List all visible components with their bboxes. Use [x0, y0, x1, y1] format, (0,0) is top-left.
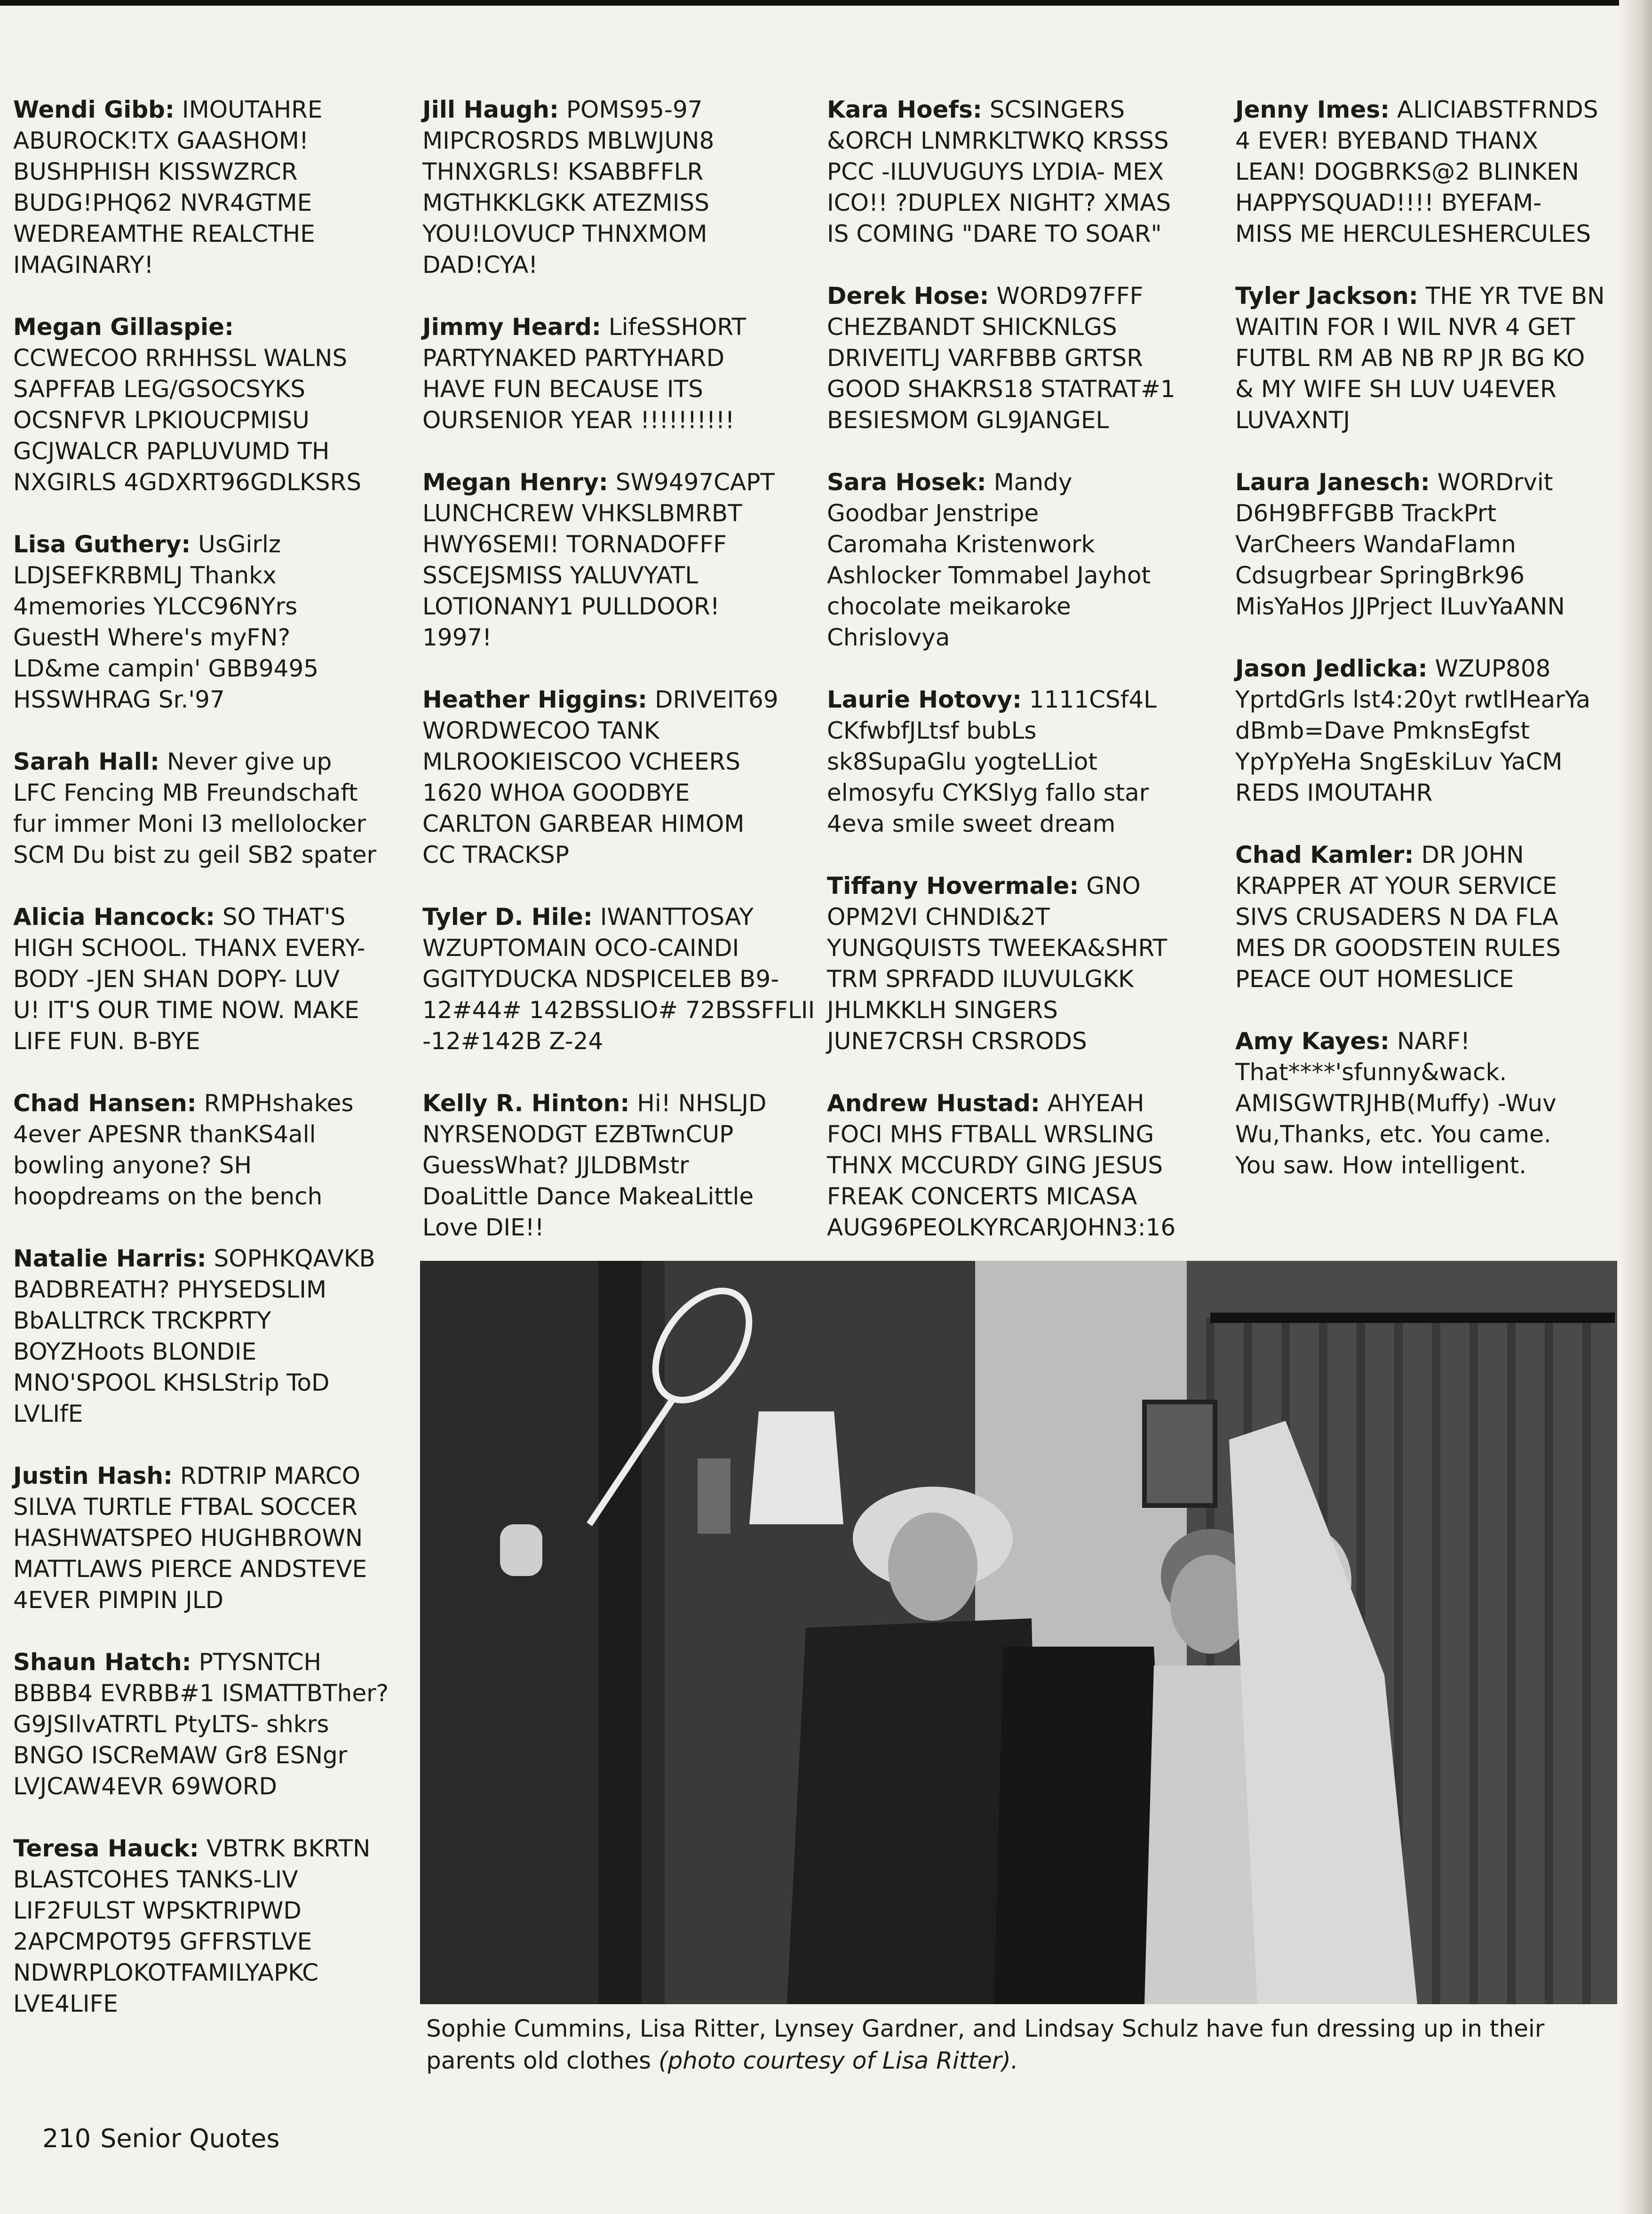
senior-quote-entry	[422, 311, 822, 436]
group-photo-illustration	[420, 1261, 1617, 2004]
senior-quote-text: SW9497CAPT LUNCHCREW VHKSLBMRBT HWY6SEMI! TORNADOFFF SSCEJSMISS YALUVYATL LOTIONANY1 PULLDOOR! 1997!	[422, 469, 775, 651]
senior-quote-text: THE YR TVE BN WAITIN FOR I WIL NVR 4 GET FUTBL RM AB NB RP JR BG KO & MY WIFE SH LUV U4EVER LUVAXNTJ	[1235, 282, 1605, 434]
senior-quote-entry	[13, 1088, 408, 1212]
senior-quote-text: WORD97FFF CHEZBANDT SHICKNLGS DRIVEITLJ VARFBBB GRTSR GOOD SHAKRS18 STATRAT#1 BESIESMOM GL9JANGEL	[827, 282, 1175, 434]
page-spine-shadow	[1619, 0, 1652, 2214]
senior-quote-text: SO THAT'S HIGH SCHOOL. THANX EVERY- BODY -JEN SHAN DOPY- LUV U! IT'S OUR TIME NOW. MAKE LIFE FUN. B-BYE	[13, 903, 365, 1055]
senior-quote-entry	[422, 94, 822, 280]
senior-quote-entry	[1235, 280, 1621, 436]
senior-name: Laura Janesch:	[1235, 469, 1430, 496]
senior-quote-text: CCWECOO RRHHSSL WALNS SAPFFAB LEG/GSOCSYKS OCSNFVR LPKIOUCPMISU GCJWALCR PAPLUVUMD TH NXGIRLS 4GDXRT96GDLKSRS	[13, 344, 362, 496]
senior-name: Shaun Hatch:	[13, 1649, 191, 1676]
senior-name: Heather Higgins:	[422, 686, 648, 713]
senior-quote-entry	[422, 684, 822, 870]
senior-quote-text: WZUP808 YprtdGrls lst4:20yt rwtlHearYa dBmb=Dave PmknsEgfst YpYpYeHa SngEskiLuv YaCM REDS IMOUTAHR	[1235, 655, 1591, 806]
senior-quote-text: ALICIABSTFRNDS 4 EVER! BYEBAND THANX LEAN! DOGBRKS@2 BLINKEN HAPPYSQUAD!!!! BYEFAM- MISS ME HERCULESHERCULES	[1235, 96, 1598, 247]
senior-quote-text: PTYSNTCH BBBB4 EVRBB#1 ISMATTBTher? G9JSIlvATRTL PtyLTS- shkrs BNGO ISCReMAW Gr8 ESNgr LVJCAW4EVR 69WORD	[13, 1649, 389, 1800]
senior-quote-entry	[13, 1833, 408, 2019]
senior-quote-entry	[13, 311, 408, 498]
senior-name: Lisa Guthery:	[13, 531, 191, 558]
senior-quote-entry	[827, 870, 1231, 1057]
senior-quote-entry	[827, 280, 1231, 436]
senior-quote-entry	[422, 1088, 822, 1243]
senior-name: Kara Hoefs:	[827, 96, 982, 123]
senior-name: Tiffany Hovermale:	[827, 872, 1079, 900]
senior-quote-text: RMPHshakes 4ever APESNR thanKS4all bowling anyone? SH hoopdreams on the bench	[13, 1090, 354, 1210]
senior-name: Megan Henry:	[422, 469, 608, 496]
photo-caption-text: Sophie Cummins, Lisa Ritter, Lynsey Gardner, and Lindsay Schulz have fun dressing up in their parents old clothes	[426, 2015, 1545, 2074]
quotes-column-3	[827, 94, 1231, 1274]
senior-name: Wendi Gibb:	[13, 96, 175, 123]
senior-name: Chad Kamler:	[1235, 841, 1414, 868]
senior-quote-entry	[1235, 94, 1621, 249]
senior-quote-text: AHYEAH FOCI MHS FTBALL WRSLING THNX MCCURDY GING JESUS FREAK CONCERTS MICASA AUG96PEOLKYRCARJOHN3:16	[827, 1090, 1176, 1241]
senior-quote-entry	[422, 901, 822, 1057]
senior-quote-entry	[13, 529, 408, 715]
group-photo	[420, 1261, 1617, 2004]
senior-name: Justin Hash:	[13, 1462, 173, 1489]
page-number: 210	[42, 2124, 91, 2153]
senior-quote-text: IWANTTOSAY WZUPTOMAIN OCO-CAINDI GGITYDUCKA NDSPICELEB B9- 12#44# 142BSSLIO# 72BSSFFLII -12#142B Z-24	[422, 903, 815, 1055]
senior-quote-entry	[13, 746, 408, 870]
senior-name: Sarah Hall:	[13, 748, 160, 775]
senior-quote-entry	[827, 684, 1231, 839]
senior-quote-entry	[827, 1088, 1231, 1243]
senior-quote-entry	[13, 901, 408, 1057]
senior-quote-text: Mandy Goodbar Jenstripe Caromaha Kristenwork Ashlocker Tommabel Jayhot chocolate meikaroke Chrislovya	[827, 469, 1151, 651]
senior-name: Kelly R. Hinton:	[422, 1090, 630, 1117]
senior-quote-entry	[422, 467, 822, 653]
senior-quote-entry	[827, 94, 1231, 249]
senior-name: Teresa Hauck:	[13, 1835, 199, 1862]
senior-name: Jenny Imes:	[1235, 96, 1390, 123]
senior-name: Sara Hosek:	[827, 469, 986, 496]
senior-quote-text: RDTRIP MARCO SILVA TURTLE FTBAL SOCCER HASHWATSPEO HUGHBROWN MATTLAWS PIERCE ANDSTEVE 4EVER PIMPIN JLD	[13, 1462, 367, 1614]
quotes-column-2	[422, 94, 822, 1274]
senior-quote-entry	[13, 1647, 408, 1802]
senior-quote-text: DRIVEIT69 WORDWECOO TANK MLROOKIEISCOO VCHEERS 1620 WHOA GOODBYE CARLTON GARBEAR HIMOM CC TRACKSP	[422, 686, 778, 868]
senior-name: Amy Kayes:	[1235, 1027, 1390, 1055]
senior-quote-entry	[827, 467, 1231, 653]
quotes-column-4	[1235, 94, 1621, 1212]
senior-name: Chad Hansen:	[13, 1090, 197, 1117]
senior-quote-text: 1111CSf4L CKfwbfJLtsf bubLs sk8SupaGlu yogteLLiot elmosyfu CYKSlyg fallo star 4eva smile sweet dream	[827, 686, 1157, 837]
senior-quote-text: LifeSSHORT PARTYNAKED PARTYHARD HAVE FUN BECAUSE ITS OURSENIOR YEAR !!!!!!!!!!	[422, 313, 746, 434]
senior-quote-text: POMS95-97 MIPCROSRDS MBLWJUN8 THNXGRLS! KSABBFFLR MGTHKKLGKK ATEZMISS YOU!LOVUCP THNXMOM DAD!CYA!	[422, 96, 715, 279]
senior-quote-entry	[13, 1243, 408, 1429]
senior-name: Megan Gillaspie:	[13, 313, 234, 341]
senior-quote-text: IMOUTAHRE ABUROCK!TX GAASHOM! BUSHPHISH KISSWZRCR BUDG!PHQ62 NVR4GTME WEDREAMTHE REALCTHE IMAGINARY!	[13, 96, 323, 279]
senior-quote-entry	[1235, 1026, 1621, 1181]
senior-name: Alicia Hancock:	[13, 903, 215, 931]
senior-name: Tyler D. Hile:	[422, 903, 593, 931]
senior-quote-entry	[1235, 653, 1621, 808]
senior-quote-entry	[1235, 839, 1621, 995]
photo-credit: (photo courtesy of Lisa Ritter).	[658, 2047, 1018, 2074]
senior-quote-text: UsGirlz LDJSEFKRBMLJ Thankx 4memories YLCC96NYrs GuestH Where's myFN? LD&me campin' GBB9495 HSSWHRAG Sr.'97	[13, 531, 319, 713]
senior-name: Jason Jedlicka:	[1235, 655, 1428, 682]
senior-name: Tyler Jackson:	[1235, 282, 1418, 310]
senior-name: Laurie Hotovy:	[827, 686, 1022, 713]
senior-name: Jill Haugh:	[422, 96, 559, 123]
senior-name: Jimmy Heard:	[422, 313, 601, 341]
section-title: Senior Quotes	[100, 2124, 280, 2153]
photo-caption	[426, 2013, 1612, 2077]
senior-quote-text: SCSINGERS &ORCH LNMRKLTWKQ KRSSS PCC -ILUVUGUYS LYDIA- MEX ICO!! ?DUPLEX NIGHT? XMAS IS COMING "DARE TO SOAR"	[827, 96, 1171, 247]
senior-quote-entry	[1235, 467, 1621, 622]
senior-name: Natalie Harris:	[13, 1245, 206, 1272]
senior-quote-text: WORDrvit D6H9BFFGBB TrackPrt VarCheers WandaFlamn Cdsugrbear SpringBrk96 MisYaHos JJPrject ILuvYaANN	[1235, 469, 1565, 620]
senior-name: Derek Hose:	[827, 282, 989, 310]
senior-quote-text: VBTRK BKRTN BLASTCOHES TANKS-LIV LIF2FULST WPSKTRIPWD 2APCMPOT95 GFFRSTLVE NDWRPLOKOTFAMILYAPKC LVE4LIFE	[13, 1835, 371, 2017]
senior-quote-entry	[13, 94, 408, 280]
page-top-edge	[0, 0, 1652, 6]
senior-quote-text: GNO OPM2VI CHNDI&2T YUNGQUISTS TWEEKA&SHRT TRM SPRFADD ILUVULGKK JHLMKKLH SINGERS JUNE7CRSH CRSRODS	[827, 872, 1168, 1055]
senior-quote-entry	[13, 1460, 408, 1616]
senior-quote-text: DR JOHN KRAPPER AT YOUR SERVICE SIVS CRUSADERS N DA FLA MES DR GOODSTEIN RULES PEACE OUT HOMESLICE	[1235, 841, 1561, 993]
senior-quote-text: NARF! That****'sfunny&wack. AMISGWTRJHB(Muffy) -Wuv Wu,Thanks, etc. You came. You saw. How intelligent.	[1235, 1027, 1557, 1179]
senior-name: Andrew Hustad:	[827, 1090, 1040, 1117]
senior-quote-text: SOPHKQAVKB BADBREATH? PHYSEDSLIM BbALLTRCK TRCKPRTY BOYZHoots BLONDIE MNO'SPOOL KHSLStrip ToD LVLIfE	[13, 1245, 375, 1427]
senior-quote-text: Hi! NHSLJD NYRSENODGT EZBTwnCUP GuessWhat? JJLDBMstr DoaLittle Dance MakeaLittle Love DIE!!	[422, 1090, 767, 1241]
senior-quote-text: Never give up LFC Fencing MB Freundschaft fur immer Moni I3 mellolocker SCM Du bist zu geil SB2 spater	[13, 748, 377, 868]
quotes-column-1	[13, 94, 408, 2050]
page-footer	[42, 2124, 289, 2153]
